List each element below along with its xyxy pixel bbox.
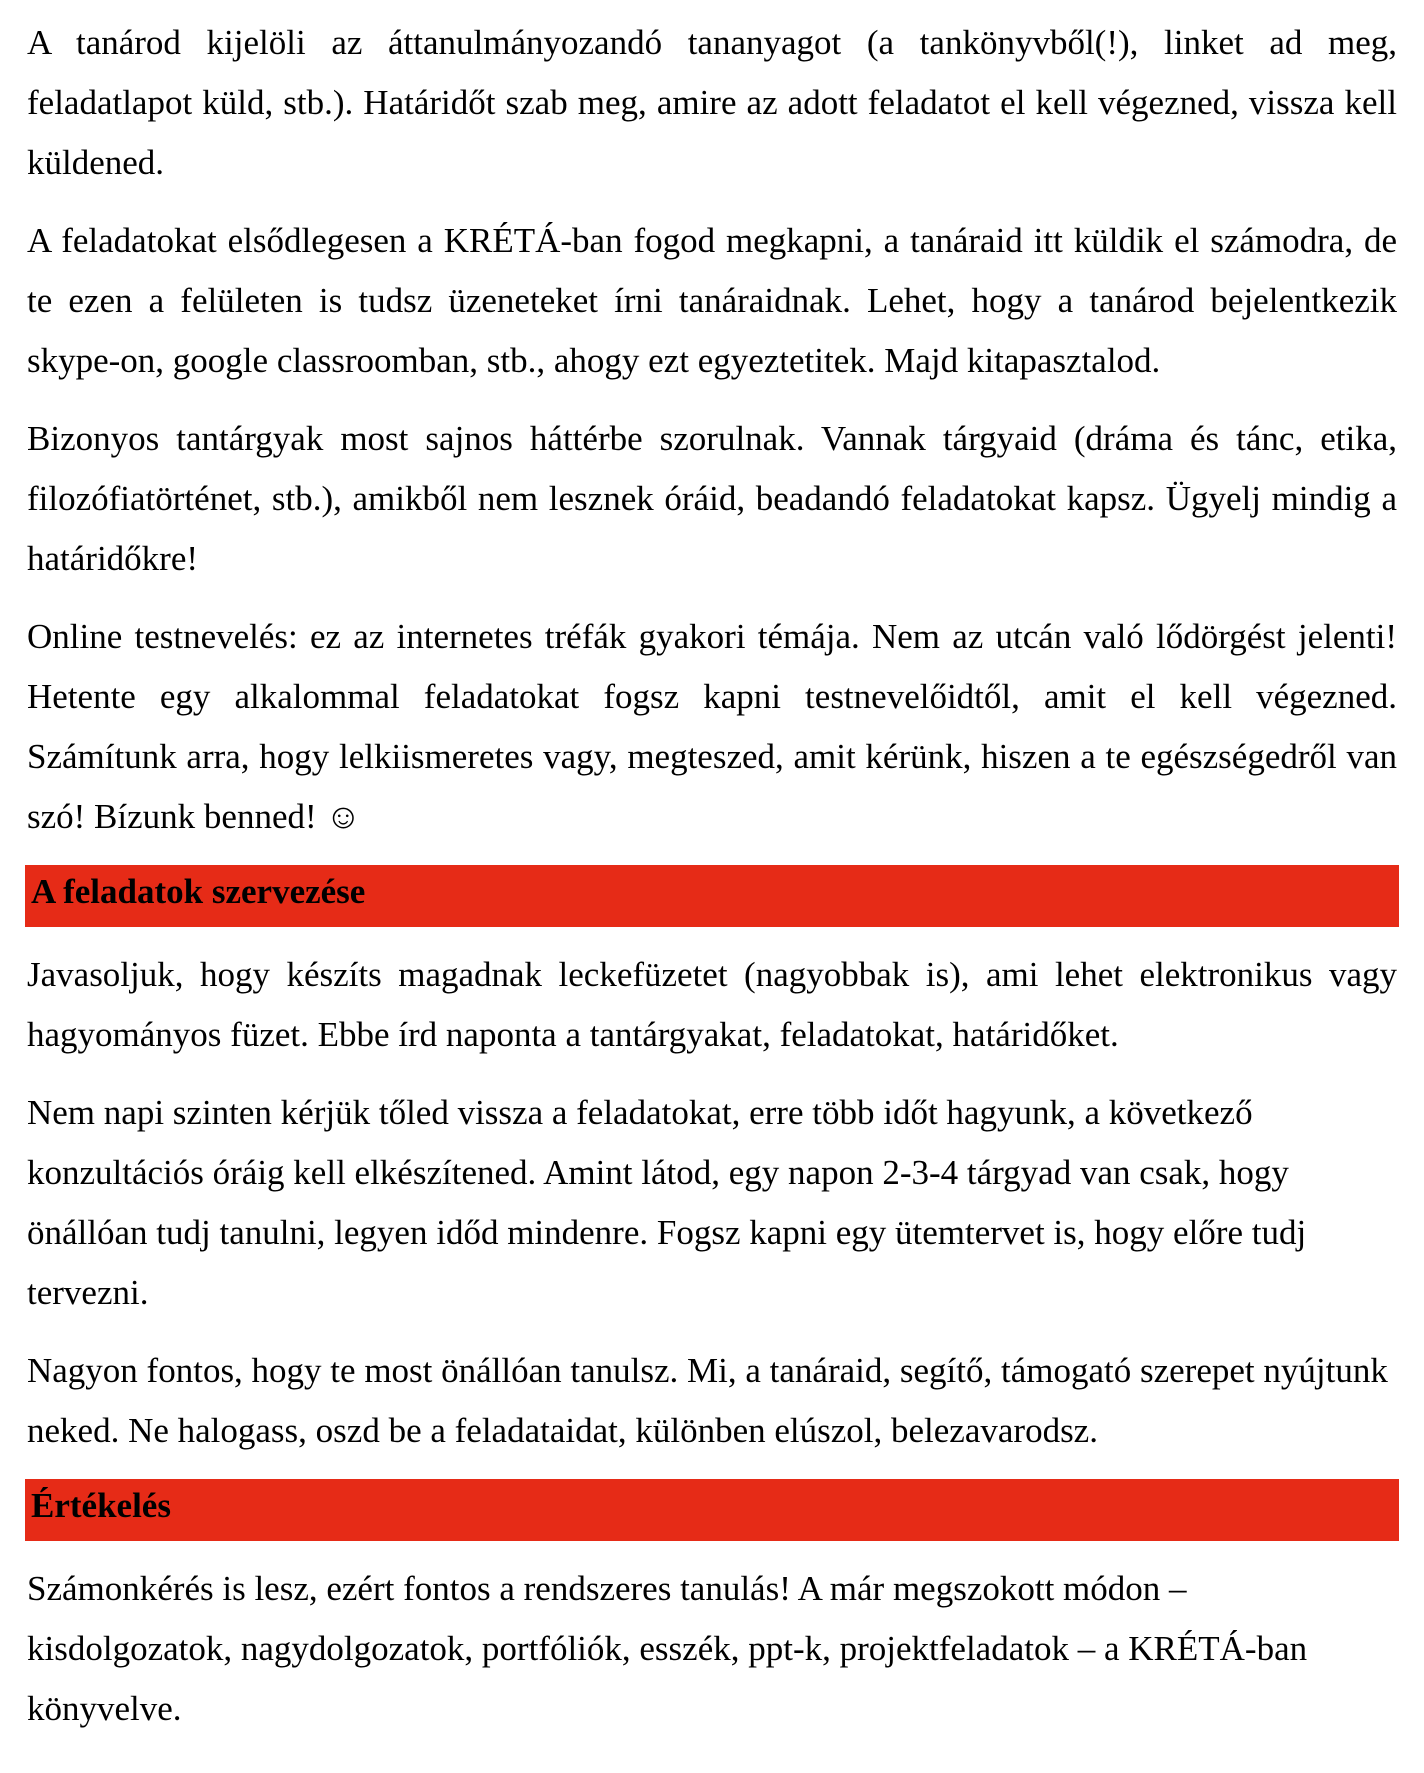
paragraph-assessment: Számonkérés is lesz, ezért fontos a rendszeres tanulás! A már megszokott módon – kisdolgozatok, nagydolgozatok, portfóliók, esszék, ppt-k, projektfeladatok – a KRÉTÁ-ban könyvelve. xyxy=(27,1569,1308,1728)
section-heading-task-organization: A feladatok szervezése xyxy=(25,865,1399,927)
paragraph-teacher-assignments: A tanárod kijelöli az áttanulmányozandó tananyagot (a tankönyvből(!), linket ad meg, feladatlapot küld, stb.). Határidőt szab meg, amire az adott feladatot el kell végezned, vissza kell küldened. xyxy=(27,23,1397,182)
section-heading-evaluation: Értékelés xyxy=(25,1479,1399,1541)
paragraph-task-schedule: Nem napi szinten kérjük tőled vissza a feladatokat, erre több időt hagyunk, a következő konzultációs óráig kell elkészítened. Amint látod, egy napon 2-3-4 tárgyad van csak, hogy önállóan tudj tanulni, legyen időd mindenre. Fogsz kapni egy ütemtervet is, hogy előre tudj tervezni. xyxy=(27,1093,1307,1312)
paragraph-independent-learning: Nagyon fontos, hogy te most önállóan tanulsz. Mi, a tanáraid, segítő, támogató szerepet nyújtunk neked. Ne halogass, oszd be a feladataidat, különben elúszol, belezavarodsz. xyxy=(27,1351,1388,1450)
paragraph-online-pe: Online testnevelés: ez az internetes tréfák gyakori témája. Nem az utcán való lődörgést jelenti! Hetente egy alkalommal feladatokat fogsz kapni testnevelőidtől, amit el kell végezned. Számítunk arra, hogy lelkiismeretes vagy, megteszed, amit kérünk, hiszen a te egészségedről van szó! Bízunk benned! ☺ xyxy=(27,617,1397,836)
paragraph-kreta-messaging: A feladatokat elsődlegesen a KRÉTÁ-ban fogod megkapni, a tanáraid itt küldik el számodra, de te ezen a felületen is tudsz üzeneteket írni tanáraidnak. Lehet, hogy a tanárod bejelentkezik skype-on, google classroomban, stb., ahogy ezt egyeztetitek. Majd kitapasztalod. xyxy=(27,221,1397,380)
paragraph-lesson-notebook: Javasoljuk, hogy készíts magadnak leckefüzetet (nagyobbak is), ami lehet elektronikus vagy hagyományos füzet. Ebbe írd naponta a tantárgyakat, feladatokat, határidőket. xyxy=(27,955,1397,1054)
paragraph-background-subjects: Bizonyos tantárgyak most sajnos háttérbe szorulnak. Vannak tárgyaid (dráma és tánc, etika, filozófiatörténet, stb.), amikből nem lesznek óráid, beadandó feladatokat kapsz. Ügyelj mindig a határidőkre! xyxy=(27,419,1397,578)
